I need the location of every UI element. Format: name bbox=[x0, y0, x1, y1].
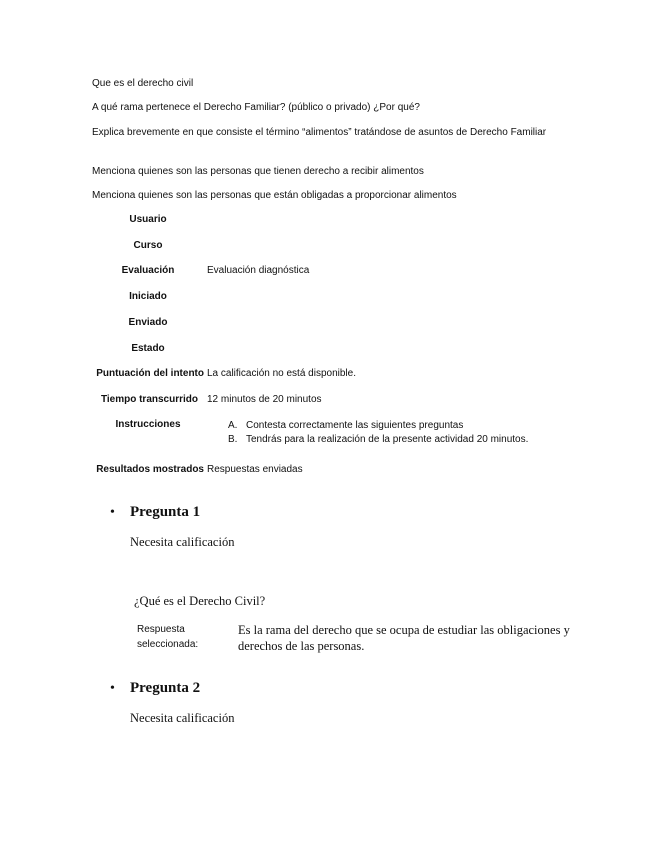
question-3-text: Explica brevemente en que consiste el término “alimentos” tratándose de asuntos de Derecho Familiar bbox=[92, 127, 547, 138]
instruccion-item bbox=[228, 419, 528, 433]
pregunta-1-question: ¿Qué es el Derecho Civil? bbox=[134, 594, 266, 608]
evaluacion-value: Evaluación diagnóstica bbox=[207, 265, 310, 276]
tiempo-label: Tiempo transcurrido bbox=[100, 394, 198, 405]
pregunta-1-title: Pregunta 1 bbox=[130, 504, 201, 520]
question-5-text: Menciona quienes son las personas que están obligadas a proporcionar alimentos bbox=[92, 190, 457, 201]
tiempo-value: 12 minutos de 20 minutos bbox=[207, 394, 322, 405]
instruccion-marker: A. bbox=[228, 420, 238, 431]
puntuacion-value: La calificación no está disponible. bbox=[207, 368, 356, 379]
respuesta-text: Es la rama del derecho que se ocupa de estudiar las obligaciones y derechos de las personas. bbox=[238, 623, 570, 653]
question-4-text: Menciona quienes son las personas que tienen derecho a recibir alimentos bbox=[92, 166, 424, 177]
respuesta-label: Respuesta seleccionada: bbox=[137, 624, 199, 650]
instruccion-text: Tendrás para la realización de la presente actividad 20 minutos. bbox=[246, 434, 529, 445]
estado-label: Estado bbox=[131, 343, 165, 354]
evaluacion-label: Evaluación bbox=[121, 265, 175, 276]
bullet-icon: • bbox=[110, 681, 115, 696]
enviado-label: Enviado bbox=[128, 317, 168, 328]
resultados-label: Resultados mostrados bbox=[96, 464, 204, 475]
iniciado-label: Iniciado bbox=[129, 291, 167, 302]
puntuacion-label: Puntuación del intento bbox=[96, 368, 204, 379]
pregunta-2-status: Necesita calificación bbox=[130, 711, 235, 725]
question-1-text: Que es el derecho civil bbox=[92, 78, 194, 89]
instruccion-marker: B. bbox=[228, 434, 238, 445]
instruccion-text: Contesta correctamente las siguientes preguntas bbox=[246, 420, 464, 431]
usuario-label: Usuario bbox=[129, 214, 167, 225]
resultados-value: Respuestas enviadas bbox=[207, 464, 303, 475]
pregunta-2-title: Pregunta 2 bbox=[130, 680, 201, 696]
instrucciones-list bbox=[228, 419, 528, 447]
pregunta-1-status: Necesita calificación bbox=[130, 535, 235, 549]
bullet-icon: • bbox=[110, 505, 115, 520]
instruccion-item bbox=[228, 433, 528, 447]
instrucciones-label: Instrucciones bbox=[115, 419, 181, 430]
curso-label: Curso bbox=[133, 240, 163, 251]
question-2-text: A qué rama pertenece el Derecho Familiar? (público o privado) ¿Por qué? bbox=[92, 102, 420, 113]
